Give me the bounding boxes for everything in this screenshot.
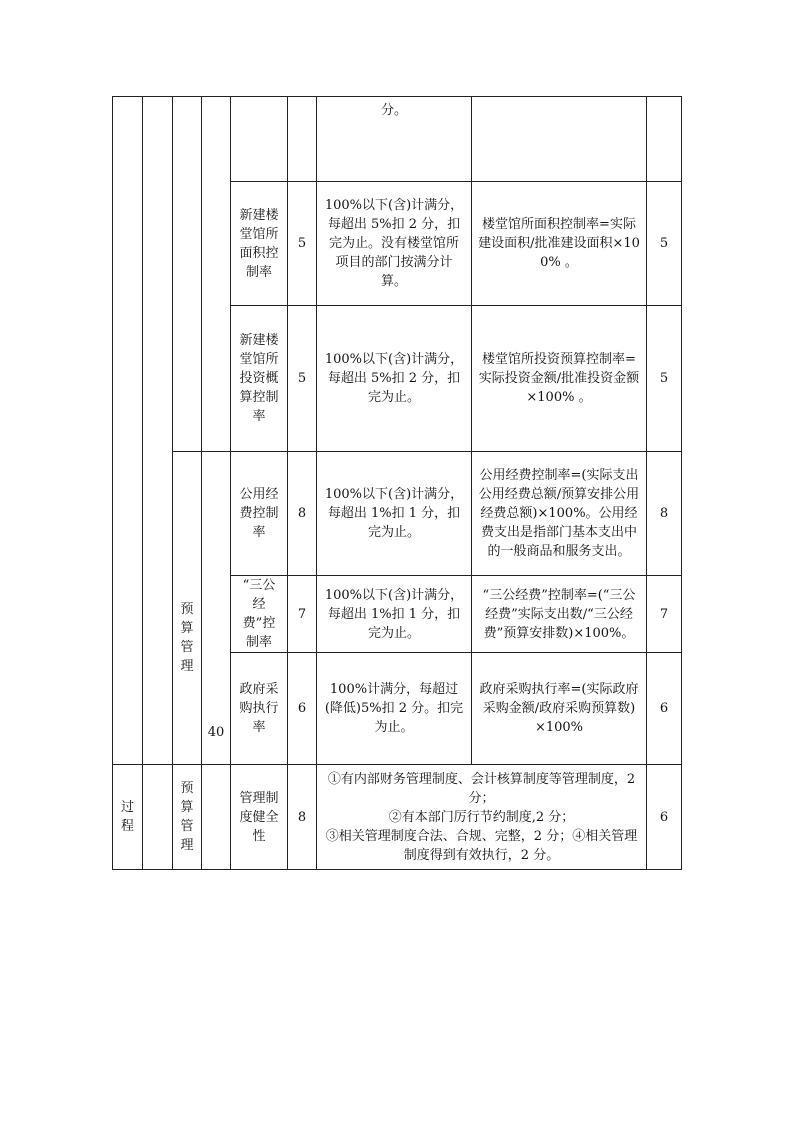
level1-cell: 过程	[113, 765, 143, 870]
indicator-cell: 公用经费控制率	[231, 452, 288, 576]
indicator-cell	[231, 97, 288, 182]
evaluation-table	[112, 96, 682, 870]
group-label-cell: 预算管理	[173, 452, 202, 765]
indicator-cell: 政府采购执行率	[231, 653, 288, 765]
level2-cell-empty	[143, 765, 173, 870]
level2-cell-empty	[143, 97, 173, 765]
level1-cell-empty	[113, 97, 143, 765]
weight-cell: 8	[288, 765, 317, 870]
criteria-line: ②有本部门厉行节约制度,2 分；	[388, 809, 575, 825]
explanation-cell	[472, 97, 647, 182]
weight-cell: 5	[288, 306, 317, 452]
table-row	[113, 452, 682, 576]
weight-cell: 8	[288, 452, 317, 576]
table-row	[113, 97, 682, 182]
level3-cell: 预算管理	[173, 765, 202, 870]
score-cell: 5	[647, 182, 682, 306]
criteria-cell: 100%以下(含)计满分，每超出 5%扣 2 分，扣完为止。	[317, 306, 472, 452]
criteria-cell: 分。	[317, 97, 472, 182]
explanation-cell: 公用经费控制率=(实际支出公用经费总额/预算安排公用经费总额)×100%。公用经费支出是指部门基本支出中的一般商品和服务支出。	[472, 452, 647, 576]
indicator-cell: 新建楼堂馆所面积控制率	[231, 182, 288, 306]
indicator-cell: 新建楼堂馆所投资概算控制率	[231, 306, 288, 452]
weight-cell: 6	[288, 653, 317, 765]
score-cell: 5	[647, 306, 682, 452]
weight-cell: 5	[288, 182, 317, 306]
group-weight-cell-empty	[202, 97, 231, 452]
weight-cell	[288, 97, 317, 182]
group-weight-cell-empty	[202, 765, 231, 870]
criteria-line: ③相关管理制度合法、合规、完整，2 分；④相关管理制度得到有效执行，2 分。	[325, 828, 638, 863]
criteria-cell: 100%以下(含)计满分，每超出 5%扣 2 分，扣完为止。没有楼堂馆所项目的部门按满分计算。	[317, 182, 472, 306]
criteria-cell: 100%以下(含)计满分，每超出 1%扣 1 分，扣完为止。	[317, 452, 472, 576]
group-weight-cell: 40	[202, 452, 231, 765]
criteria-cell: 100%计满分，每超过(降低)5%扣 2 分。扣完为止。	[317, 653, 472, 765]
level3-cell-empty	[173, 97, 202, 452]
score-cell: 6	[647, 765, 682, 870]
explanation-cell: 政府采购执行率=(实际政府采购金额/政府采购预算数)×100%	[472, 653, 647, 765]
score-cell	[647, 97, 682, 182]
table-row	[113, 765, 682, 870]
weight-cell: 7	[288, 576, 317, 653]
explanation-cell: 楼堂馆所面积控制率=实际建设面积/批准建设面积×100% 。	[472, 182, 647, 306]
indicator-cell: “三公经费”控制率	[231, 576, 288, 653]
score-cell: 8	[647, 452, 682, 576]
score-cell: 7	[647, 576, 682, 653]
criteria-line: ①有内部财务管理制度、会计核算制度等管理制度，2 分；	[327, 771, 636, 806]
indicator-cell: 管理制度健全性	[231, 765, 288, 870]
score-cell: 6	[647, 653, 682, 765]
criteria-cell: 100%以下(含)计满分，每超出 1%扣 1 分，扣完为止。	[317, 576, 472, 653]
explanation-cell: “三公经费”控制率=(“三公经费”实际支出数/“三公经费”预算安排数)×100%。	[472, 576, 647, 653]
explanation-cell: 楼堂馆所投资预算控制率=实际投资金额/批准投资金额×100% 。	[472, 306, 647, 452]
criteria-cell-merged	[317, 765, 647, 870]
